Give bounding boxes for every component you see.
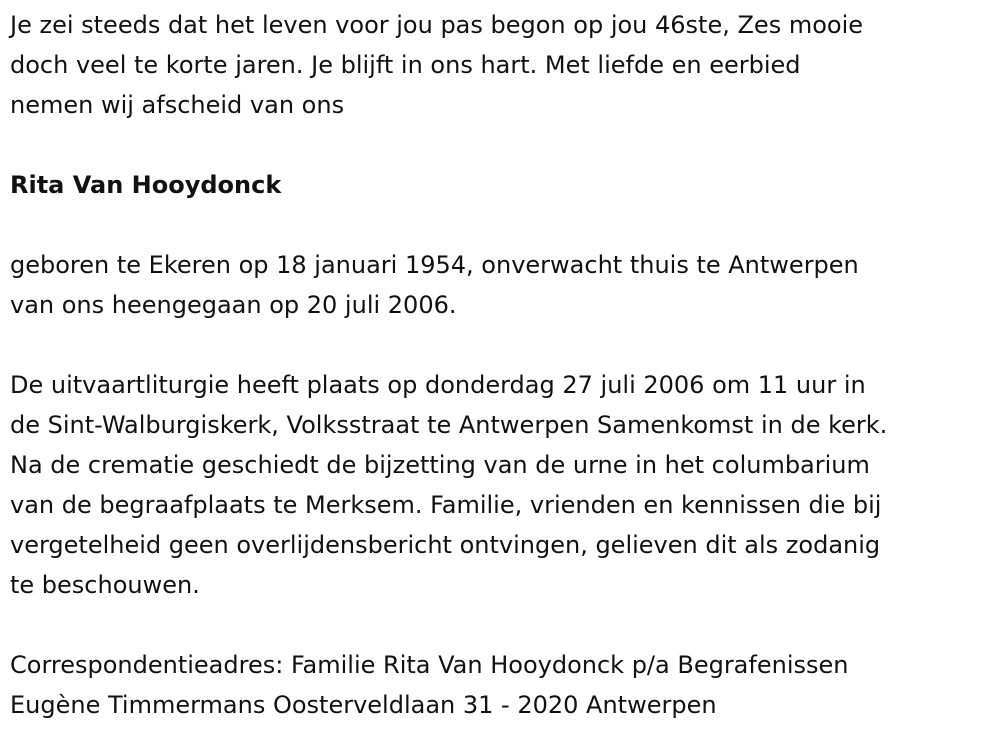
ceremony-paragraph: [10, 365, 990, 605]
ceremony-line: te beschouwen.: [10, 571, 200, 599]
ceremony-line: de Sint-Walburgiskerk, Volksstraat te Antwerpen Samenkomst in de kerk.: [10, 411, 888, 439]
correspondence-line: Correspondentieadres: Familie Rita Van Hooydonck p/a Begrafenissen: [10, 651, 849, 679]
correspondence-paragraph: [10, 645, 990, 725]
correspondence-line: Eugène Timmermans Oosterveldlaan 31 - 2020 Antwerpen: [10, 691, 717, 719]
intro-line: nemen wij afscheid van ons: [10, 91, 345, 119]
ceremony-line: vergetelheid geen overlijdensbericht ontvingen, gelieven dit als zodanig: [10, 531, 881, 559]
intro-line: doch veel te korte jaren. Je blijft in ons hart. Met liefde en eerbied: [10, 51, 801, 79]
paragraph-spacer: [10, 325, 990, 365]
deceased-name: Rita Van Hooydonck: [10, 171, 282, 199]
birth-death-line: van ons heengegaan op 20 juli 2006.: [10, 291, 457, 319]
paragraph-spacer: [10, 605, 990, 645]
ceremony-line: van de begraafplaats te Merksem. Familie, vrienden en kennissen die bij: [10, 491, 882, 519]
birth-death-paragraph: [10, 245, 990, 325]
ceremony-line: De uitvaartliturgie heeft plaats op donderdag 27 juli 2006 om 11 uur in: [10, 371, 866, 399]
intro-line: Je zei steeds dat het leven voor jou pas begon op jou 46ste, Zes mooie: [10, 11, 864, 39]
paragraph-spacer: [10, 125, 990, 165]
ceremony-line: Na de crematie geschiedt de bijzetting van de urne in het columbarium: [10, 451, 870, 479]
birth-death-line: geboren te Ekeren op 18 januari 1954, onverwacht thuis te Antwerpen: [10, 251, 859, 279]
intro-paragraph: [10, 5, 990, 125]
paragraph-spacer: [10, 205, 990, 245]
